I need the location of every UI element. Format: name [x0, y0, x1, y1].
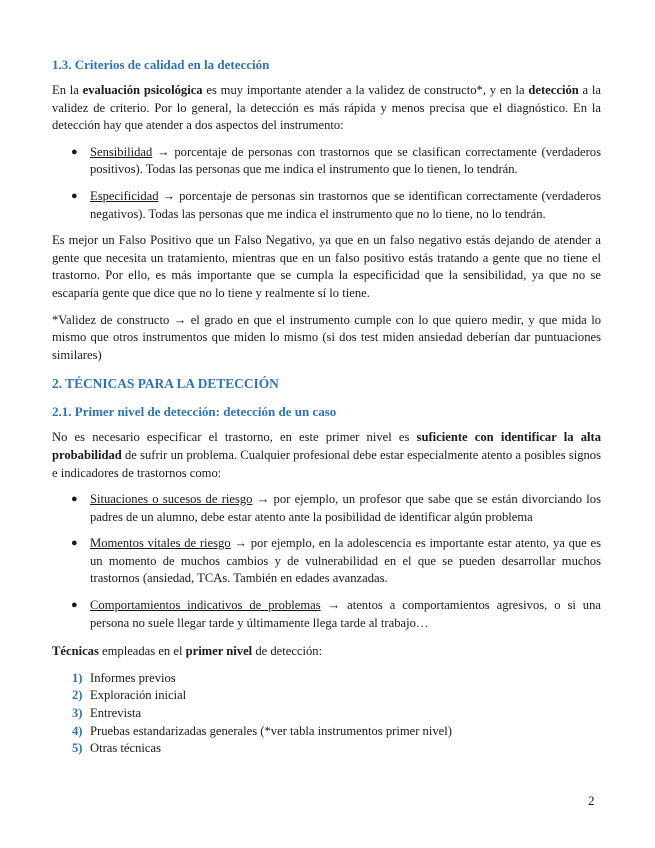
intro-paragraph-1-3 [52, 82, 601, 135]
numbered-item [52, 705, 601, 723]
item-number: 4) [72, 723, 83, 738]
text-span: a la validez de criterio. Por lo general, la detección es más rápida y menos precisa que el diagnóstico. En la detección hay que atender a dos aspectos del instrumento: [52, 83, 601, 133]
tecnicas-list [52, 670, 601, 758]
list-text: → porcentaje de personas sin trastornos que se identifican correctamente (verdaderos negativos). Todas las personas que me indica el instrumento que no lo tiene, no lo tendrán. [90, 188, 601, 221]
bullet-icon: ● [71, 599, 78, 612]
criteria-list [52, 144, 601, 223]
intro-paragraph-2-1 [52, 429, 601, 482]
page-number: 2 [588, 793, 595, 808]
paragraph-falso-positivo: Es mejor un Falso Positivo que un Falso Negativo, ya que en un falso negativo estás dejando de atender a gente que necesita un tratamiento, mientras que en un falso positivo estás tratando a gente que no tiene el trastorno. Por ello, es más importante que se cumpla la especificidad que la sensibilidad, ya que no se escaparía gente que dice que no lo tiene y realmente sí lo tiene. [52, 233, 601, 300]
bold-term: suficiente con identificar la alta probabilidad [52, 430, 601, 462]
text-span: es muy importante atender a la validez de constructo*, y en la [202, 83, 529, 97]
numbered-item [52, 740, 601, 758]
list-text: → por ejemplo, en la adolescencia es importante estar atento, ya que es un momento de muchos cambios y de vulnerabilidad en el que se pueden desarrollar muchos trastornos (ansiedad, TCAs. También en edades avanzadas. [90, 536, 601, 586]
tecnicas-intro [52, 643, 601, 661]
item-text: Entrevista [90, 706, 142, 721]
text-span: de detección: [252, 644, 323, 659]
item-text: Otras técnicas [90, 741, 161, 756]
bullet-icon: ● [71, 189, 78, 202]
item-number: 5) [72, 741, 83, 756]
text-span: No es necesario especificar el trastorno, en este primer nivel es [52, 430, 417, 445]
paragraph-validez-constructo: *Validez de constructo → el grado en que el instrumento cumple con lo que quiero medir, y que mida lo mismo que otros instrumentos que miden lo mismo (si dos test miden ansiedad deberían dar puntuaciones similares) [52, 312, 601, 362]
item-text: Pruebas estandarizadas generales (*ver tabla instrumentos primer nivel) [90, 723, 452, 738]
list-item-situaciones [52, 491, 601, 526]
numbered-item [52, 687, 601, 705]
list-term: Sensibilidad [90, 144, 153, 159]
item-number: 2) [72, 688, 83, 703]
text-span: empleadas en el [98, 644, 186, 659]
list-text: → atentos a comportamientos agresivos, o si una persona no suele llegar tarde y últimamente llega tarde al trabajo… [90, 598, 601, 630]
bold-term: primer nivel [185, 644, 253, 659]
heading-2: 2. TÉCNICAS PARA LA DETECCIÓN [52, 376, 279, 392]
item-text: Informes previos [90, 670, 176, 685]
bold-term: detección [528, 83, 579, 97]
bullet-icon: ● [71, 145, 78, 158]
bullet-icon: ● [71, 493, 78, 506]
bold-term: evaluación psicológica [82, 83, 203, 97]
item-text: Exploración inicial [90, 688, 187, 703]
numbered-item [52, 670, 601, 688]
heading-1-3: 1.3. Criterios de calidad en la detección [52, 57, 270, 72]
list-term: Comportamientos indicativos de problemas [90, 598, 321, 613]
numbered-item [52, 723, 601, 741]
list-text: → porcentaje de personas con trastornos que se clasifican correctamente (verdaderos positivos). Todas las personas que me indica el instrumento que lo tienen, lo tendrán. [90, 144, 601, 177]
list-item-especificidad [52, 188, 601, 223]
list-term: Especificidad [90, 188, 159, 203]
text-span: En la [52, 83, 83, 97]
list-term: Situaciones o sucesos de riesgo [90, 492, 253, 507]
list-item-sensibilidad [52, 144, 601, 179]
list-text: → por ejemplo, un profesor que sabe que se están divorciando los padres de un alumno, debe estar atento ante la posibilidad de identificar algún problema [90, 492, 601, 524]
text-span: de sufrir un problema. Cualquier profesional debe estar especialmente atento a posibles signos e indicadores de trastornos como: [52, 447, 601, 480]
item-number: 3) [72, 706, 83, 721]
document-page [52, 56, 601, 758]
heading-2-1: 2.1. Primer nivel de detección: detección de un caso [52, 404, 337, 420]
bullet-icon: ● [71, 537, 78, 550]
list-term: Momentos vitales de riesgo [90, 536, 231, 551]
item-number: 1) [72, 670, 83, 685]
risk-indicators-list [52, 491, 601, 632]
bold-term: Técnicas [52, 644, 99, 659]
list-item-momentos [52, 535, 601, 588]
list-item-comportamientos [52, 597, 601, 632]
